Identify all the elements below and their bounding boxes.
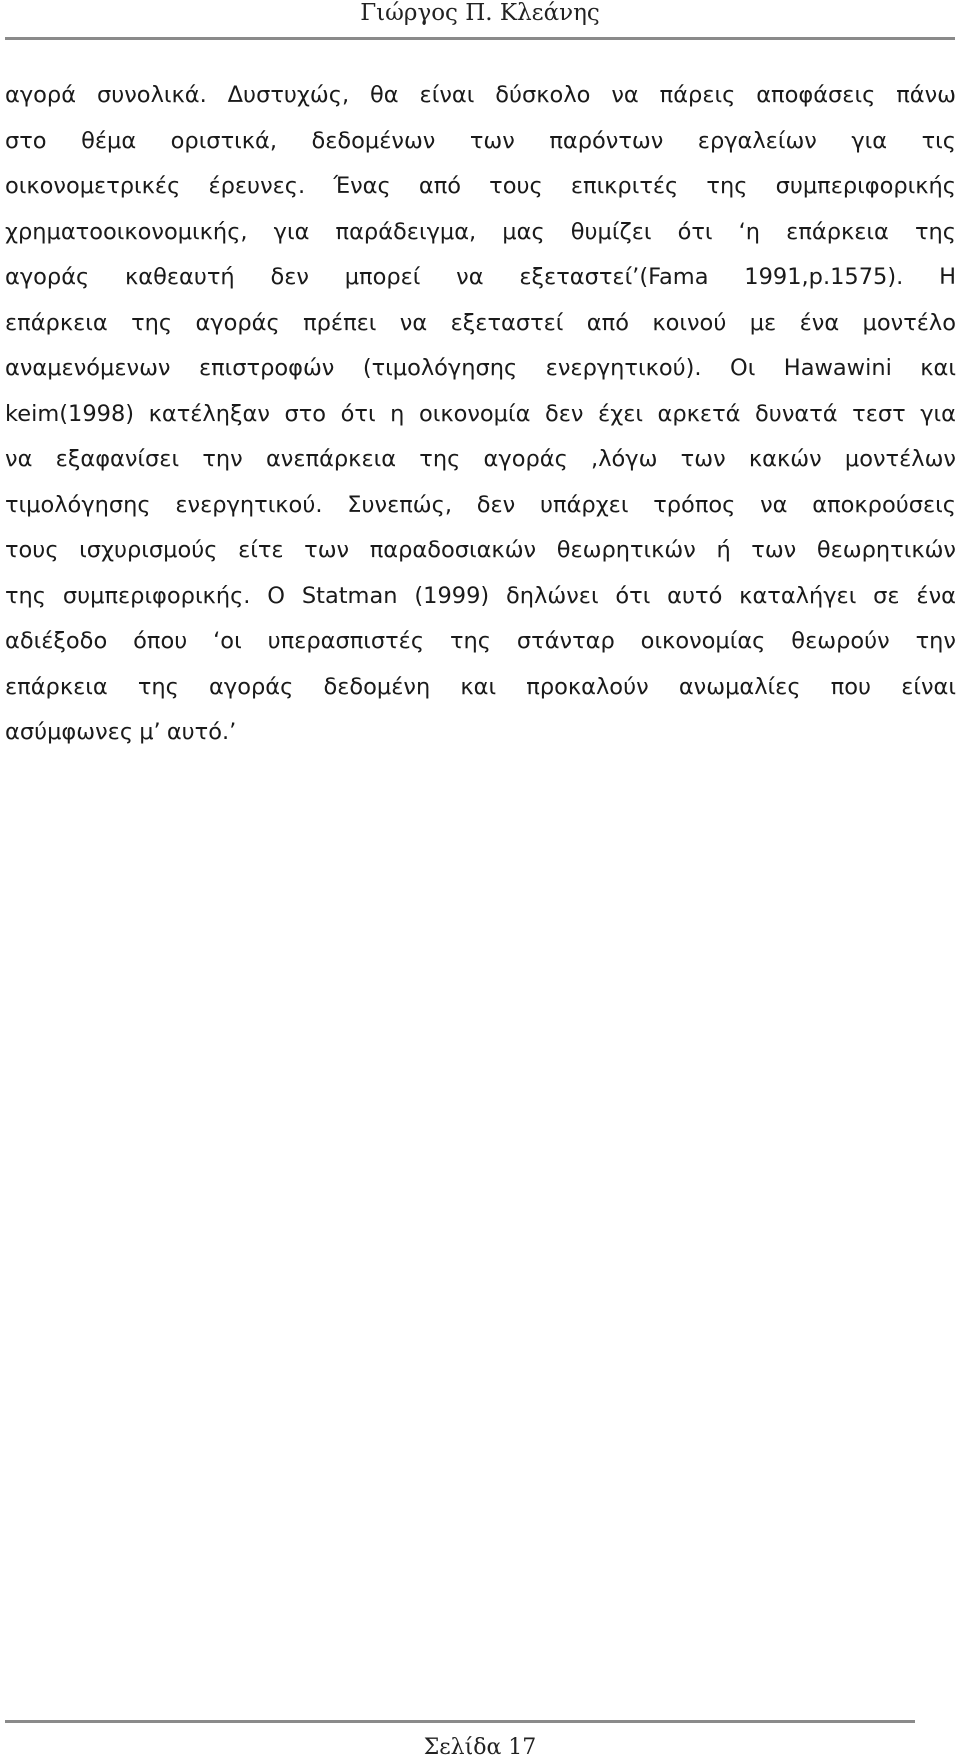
text-line: keim(1998) κατέληξαν στο ότι η οικονομία δεν έχει αρκετά δυνατά τεστ για (5, 400, 956, 427)
text-line: επάρκεια της αγοράς δεδομένη και προκαλούν ανωμαλίες που είναι (5, 673, 956, 700)
footer-divider (5, 1720, 915, 1723)
header-divider (5, 37, 955, 40)
text-line: αγορά συνολικά. Δυστυχώς, θα είναι δύσκολο να πάρεις αποφάσεις πάνω (5, 82, 956, 108)
text-line: επάρκεια της αγοράς πρέπει να εξεταστεί από κοινού με ένα μοντέλο (5, 309, 956, 336)
page-header-author: Γιώργος Π. Κλεάνης (360, 0, 600, 26)
body-text (5, 73, 956, 756)
page-number: Σελίδα 17 (423, 1735, 537, 1760)
text-line: της συμπεριφορικής. Ο Statman (1999) δηλώνει ότι αυτό καταλήγει σε ένα (5, 582, 956, 609)
text-line: ασύμφωνες μ’ αυτό.’ (5, 719, 237, 745)
text-line: τιμολόγησης ενεργητικού. Συνεπώς, δεν υπάρχει τρόπος να αποκρούσεις (5, 491, 956, 518)
text-line: αδιέξοδο όπου ‘οι υπερασπιστές της στάνταρ οικονομίας θεωρούν την (5, 628, 956, 654)
text-line: στο θέμα οριστικά, δεδομένων των παρόντων εργαλείων για τις (5, 127, 956, 154)
text-line: αγοράς καθεαυτή δεν μπορεί να εξεταστεί’(Fama 1991,p.1575). Η (5, 264, 956, 290)
text-line: να εξαφανίσει την ανεπάρκεια της αγοράς ,λόγω των κακών μοντέλων (5, 446, 956, 472)
text-line: οικονομετρικές έρευνες. Ένας από τους επικριτές της συμπεριφορικής (5, 173, 956, 199)
text-line: αναμενόμενων επιστροφών (τιμολόγησης ενεργητικού). Οι Hawawini και (5, 355, 956, 381)
text-line: χρηματοοικονομικής, για παράδειγμα, μας θυμίζει ότι ‘η επάρκεια της (5, 218, 956, 245)
text-line: τους ισχυρισμούς είτε των παραδοσιακών θεωρητικών ή των θεωρητικών (5, 537, 956, 563)
